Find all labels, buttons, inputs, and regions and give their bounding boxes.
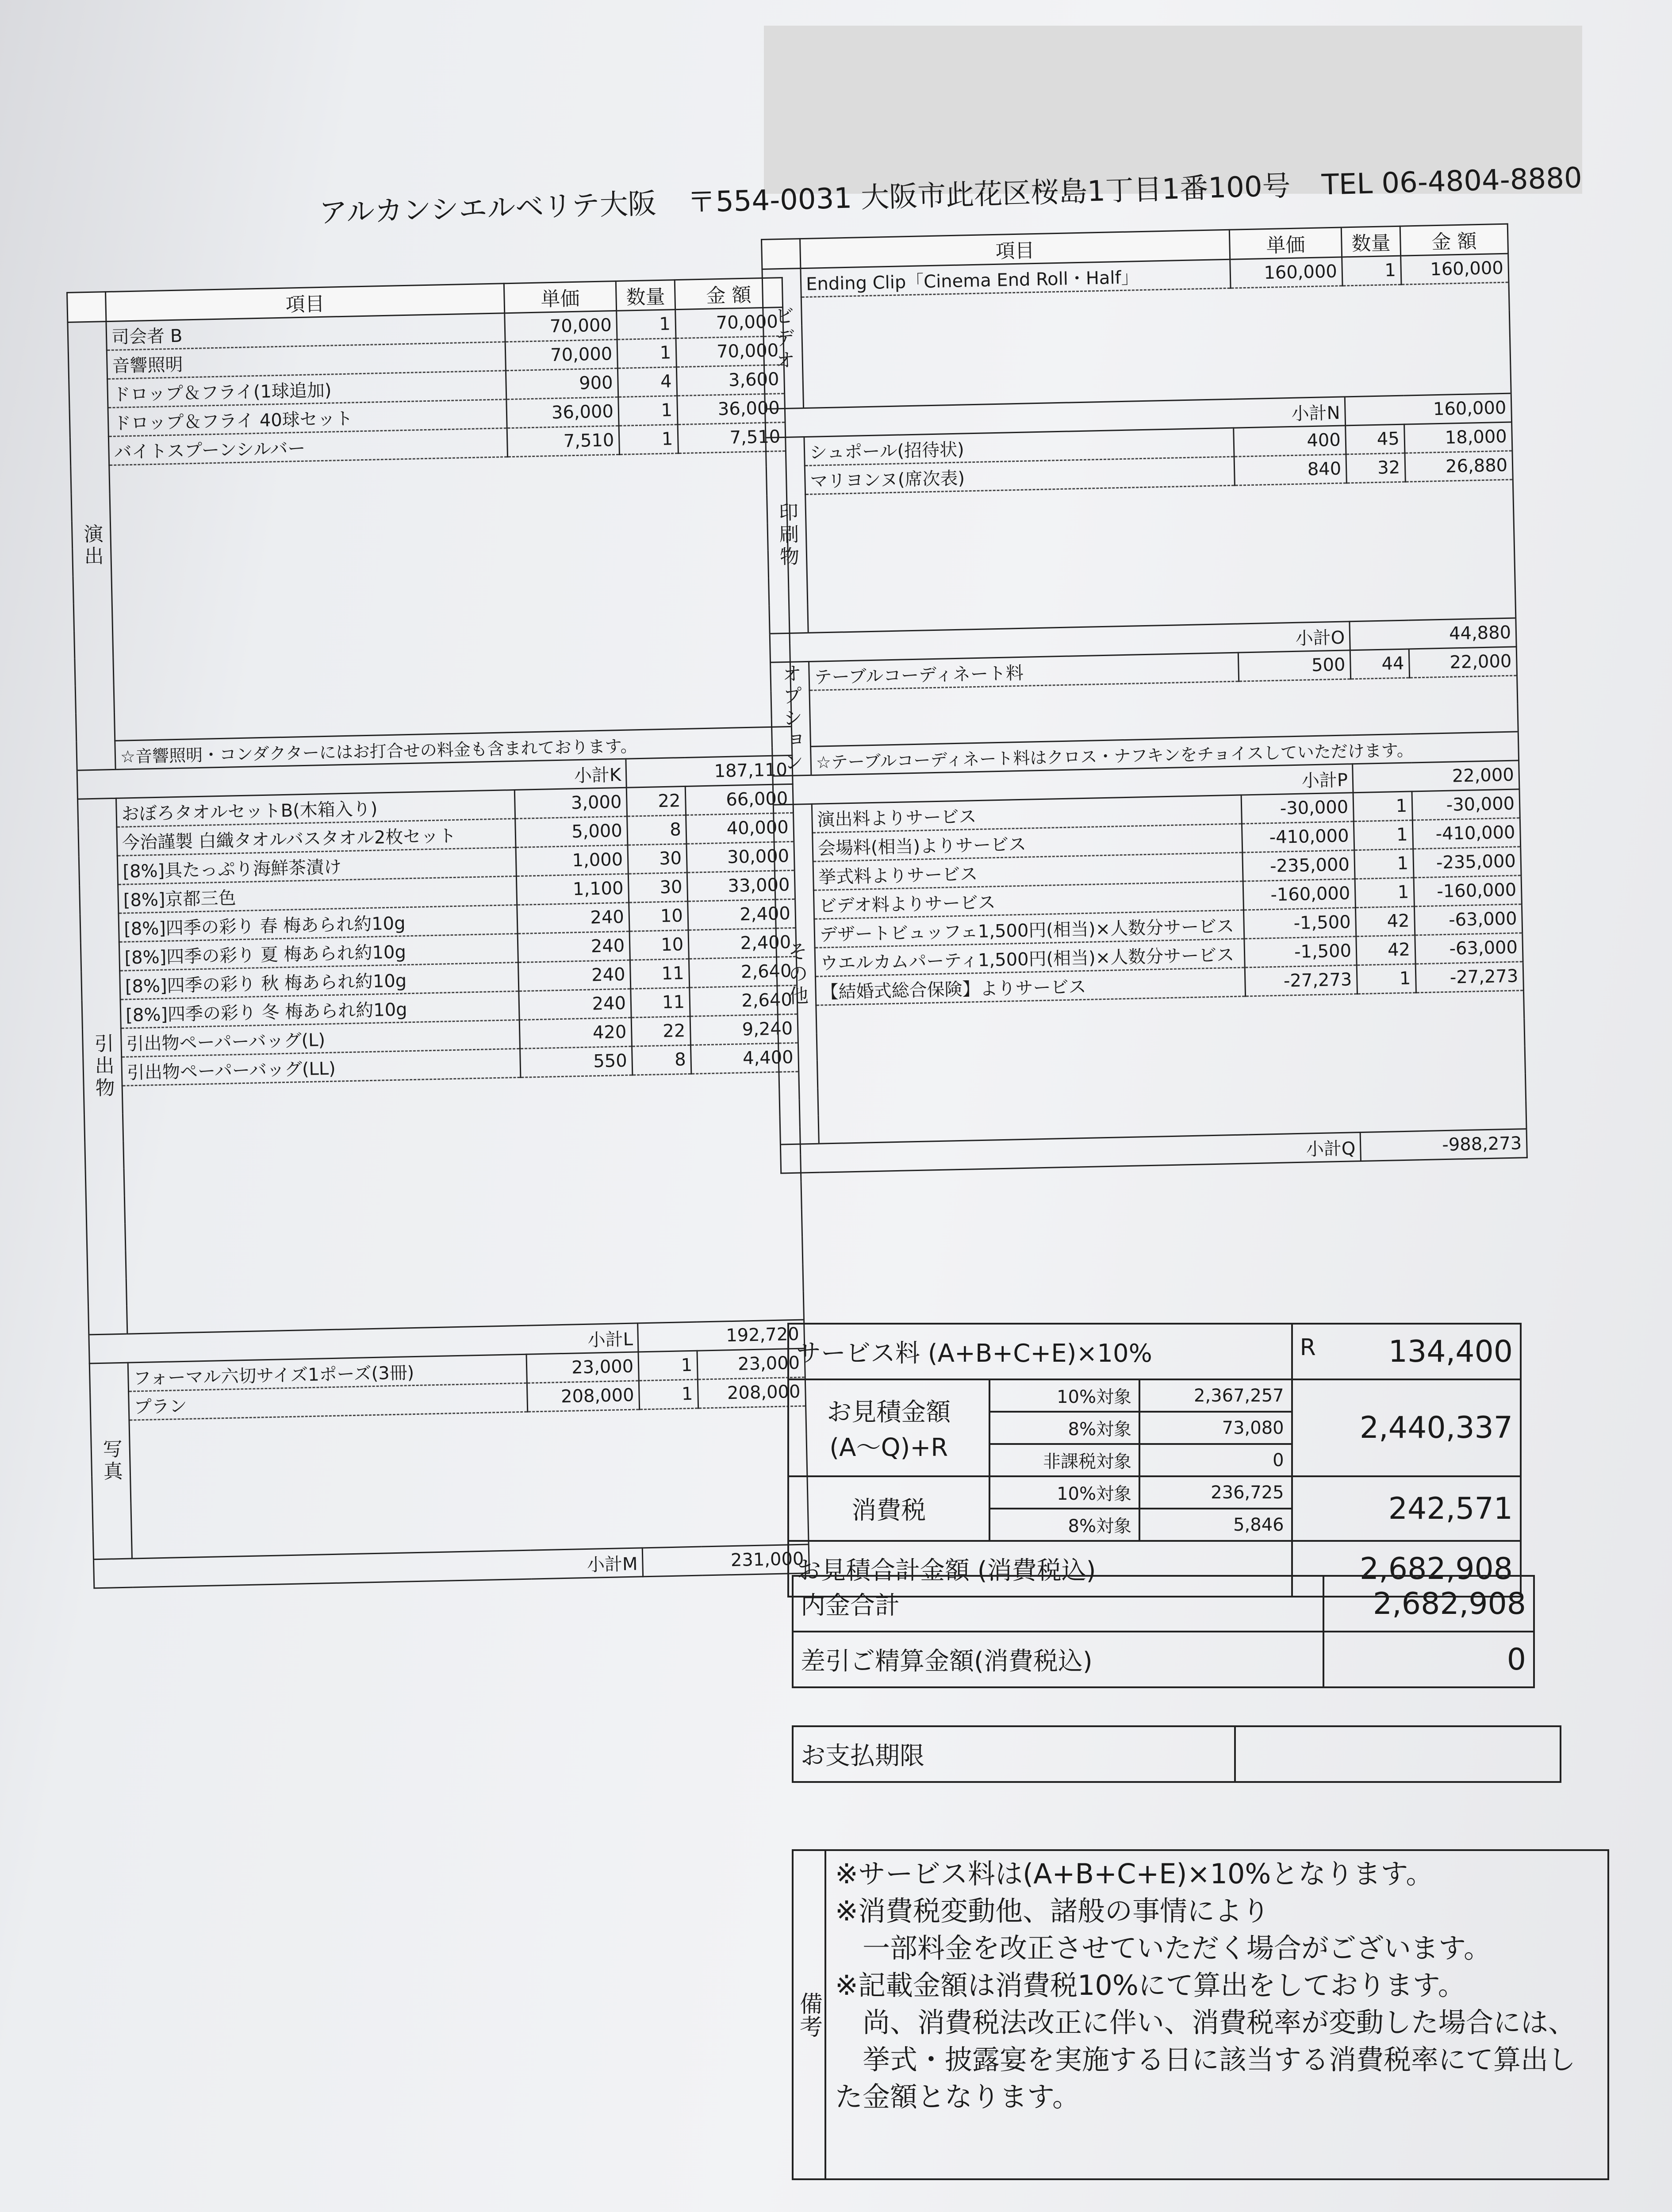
balance-label: 差引ご精算金額(消費税込) [793, 1632, 1323, 1687]
nontax-label: 非課税対象 [989, 1444, 1139, 1476]
grand-total-value: 2,682,908 [1292, 1541, 1521, 1597]
section-label: 演出 [68, 322, 115, 771]
item-cell: 音響照明 [107, 342, 506, 379]
section-col-header [762, 239, 801, 269]
subtotal-value: 44,880 [1350, 618, 1516, 650]
qty-cell: 10 [629, 930, 689, 960]
subtotal-value: 187,110 [626, 755, 793, 787]
qty-cell: 30 [628, 872, 687, 902]
unit-price-cell: 240 [518, 960, 630, 991]
subtotal-label: 小計K [77, 759, 626, 799]
remarks-label: 備考 [794, 1851, 826, 2178]
unit-price-cell: 160,000 [1230, 257, 1342, 288]
remark-line: 挙式・披露宴を実施する日に該当する消費税率にて算出した金額となります。 [835, 2043, 1576, 2113]
subtotal-label: 小計O [770, 622, 1350, 662]
remark-line: ※記載金額は消費税10%にて算出をしております。 [835, 1969, 1465, 2001]
item-cell: テーブルコーディネート料 [809, 653, 1239, 690]
unit-price-cell: 70,000 [505, 311, 617, 342]
item-cell: バイトスプーンシルバー [108, 428, 507, 465]
qty-cell: 1 [617, 310, 676, 340]
item-cell: 引出物ペーパーバッグ(L) [121, 1020, 520, 1057]
venue-address: 〒554-0031 大阪市此花区桜島1丁目1番100号 [687, 169, 1291, 219]
amount-cell: 2,400 [688, 899, 796, 930]
item-cell: 【結婚式総合保険】よりサービス [815, 968, 1245, 1005]
amount-cell: -235,000 [1413, 847, 1521, 878]
payment-table [792, 1575, 1535, 1688]
due-label: お支払期限 [793, 1726, 1235, 1782]
qty-col-header: 数量 [1341, 226, 1400, 257]
item-cell: デザートビュッフェ1,500円(相当)×人数分サービス [814, 910, 1244, 948]
taxable8-label: 8%対象 [989, 1412, 1139, 1444]
summary-table [787, 1323, 1522, 1598]
estimate-label [788, 1379, 989, 1476]
qty-cell: 8 [627, 815, 686, 845]
item-cell: Ending Clip「Cinema End Roll・Half」 [801, 259, 1231, 297]
item-cell: [8%]四季の彩り 秋 梅あられ約10g [120, 962, 519, 999]
amount-cell: -30,000 [1412, 789, 1520, 820]
amount-cell: 36,000 [677, 394, 785, 425]
due-value [1235, 1726, 1561, 1782]
amount-cell: 2,640 [690, 985, 798, 1016]
amount-col-header: 金 額 [1400, 224, 1508, 256]
right-estimate-table [761, 223, 1528, 1174]
item-cell: おぼろタオルセットB(木箱入り) [116, 790, 515, 827]
tax-total: 242,571 [1292, 1476, 1521, 1541]
qty-cell: 1 [1353, 791, 1412, 822]
unit-price-cell: 900 [506, 368, 618, 399]
item-cell: マリヨンヌ(席次表) [805, 457, 1235, 494]
service-fee-amount: 134,400 [1388, 1334, 1513, 1369]
item-cell: シュポール(招待状) [804, 428, 1234, 465]
amount-cell: 3,600 [676, 365, 784, 396]
unit-price-cell: 240 [519, 989, 631, 1020]
subtotal-value: 192,720 [638, 1320, 805, 1352]
venue-tel: TEL 06-4804-8880 [1321, 161, 1583, 202]
amount-cell: 33,000 [687, 870, 795, 901]
left-estimate-table [66, 277, 810, 1589]
nontax-value: 0 [1139, 1444, 1292, 1476]
qty-cell: 1 [639, 1379, 698, 1409]
item-cell: [8%]四季の彩り 春 梅あられ約10g [119, 905, 518, 942]
qty-cell: 45 [1346, 424, 1405, 454]
amount-cell: -27,273 [1415, 962, 1523, 993]
amount-cell: -160,000 [1414, 876, 1522, 906]
tax8-label: 8%対象 [989, 1509, 1139, 1541]
unit-price-cell: 3,000 [514, 787, 627, 818]
qty-cell: 42 [1356, 935, 1415, 965]
grand-total-label: お見積合計金額 (消費税込) [788, 1541, 1292, 1597]
qty-cell: 22 [631, 1016, 690, 1046]
qty-cell: 30 [628, 844, 687, 874]
deposit-value: 2,682,908 [1323, 1576, 1534, 1632]
unit-price-cell: 550 [520, 1046, 633, 1077]
tax-label: 消費税 [788, 1476, 989, 1541]
section-label: 印刷物 [766, 437, 808, 634]
service-fee-r: R [1300, 1334, 1316, 1361]
amount-cell: 26,880 [1405, 451, 1513, 482]
unit-price-cell: 7,510 [507, 426, 619, 457]
amount-cell: 9,240 [690, 1014, 798, 1045]
section-label: 写真 [89, 1363, 132, 1559]
subtotal-label: 小計P [773, 764, 1353, 805]
qty-cell: 1 [619, 425, 678, 455]
item-cell: ドロップ＆フライ 40球セット [108, 399, 507, 437]
unit-price-cell: -30,000 [1241, 793, 1354, 824]
qty-cell: 10 [629, 901, 688, 931]
unit-price-cell: 400 [1234, 426, 1346, 457]
amount-cell: 208,000 [698, 1377, 805, 1408]
qty-cell: 11 [630, 959, 689, 989]
qty-cell: 44 [1350, 649, 1409, 679]
amount-col-header: 金 額 [675, 278, 782, 310]
item-cell: ビデオ料よりサービス [813, 881, 1243, 919]
tax10-value: 236,725 [1139, 1476, 1292, 1509]
item-cell: 司会者 B [106, 313, 505, 350]
amount-cell: 23,000 [697, 1348, 805, 1379]
amount-cell: 18,000 [1404, 422, 1512, 453]
unit-price-cell: -410,000 [1242, 822, 1354, 853]
remark-line: 尚、消費税法改正に伴い、消費税率が変動した場合には、 [835, 2006, 1576, 2039]
amount-cell: -63,000 [1414, 904, 1522, 935]
amount-cell: 70,000 [676, 336, 784, 367]
subtotal-value: 22,000 [1353, 760, 1519, 793]
qty-cell: 22 [626, 786, 686, 816]
tax10-label: 10%対象 [989, 1476, 1139, 1509]
subtotal-value: 231,000 [642, 1544, 809, 1577]
tax8-value: 5,846 [1139, 1509, 1292, 1541]
section-label: 引出物 [78, 798, 127, 1335]
amount-cell: 30,000 [686, 841, 794, 872]
service-fee-value [1292, 1324, 1521, 1379]
item-cell: ドロップ＆フライ(1球追加) [107, 371, 506, 408]
section-label: オプション [771, 661, 811, 776]
amount-cell: 4,400 [690, 1043, 798, 1074]
unit-price-cell: 70,000 [505, 339, 617, 370]
item-cell: [8%]四季の彩り 夏 梅あられ約10g [119, 933, 518, 971]
item-cell: 今治謹製 白織タオルバスタオル2枚セット [117, 819, 516, 856]
venue-name: アルカンシエルベリテ大阪 [318, 187, 657, 230]
amount-cell: 70,000 [675, 307, 783, 338]
deposit-label: 内金合計 [793, 1576, 1323, 1632]
item-cell: [8%]具たっぷり海鮮茶漬け [117, 847, 516, 884]
item-cell: プラン [129, 1383, 528, 1420]
unit-price-col-header: 単価 [504, 281, 616, 313]
estimate-total: 2,440,337 [1292, 1379, 1521, 1476]
qty-cell: 42 [1355, 906, 1415, 937]
subtotal-value: 160,000 [1345, 393, 1511, 426]
section-note: ☆テーブルコーディネート料はクロス・ナフキンをチョイスしていただけます。 [811, 732, 1519, 775]
item-cell: 挙式料よりサービス [813, 853, 1243, 890]
unit-price-cell: 240 [517, 902, 629, 933]
amount-cell: 160,000 [1401, 253, 1509, 284]
estimate-label-line2: (A〜Q)+R [829, 1433, 948, 1462]
section-label: ビデオ [762, 269, 804, 409]
unit-price-cell: -160,000 [1243, 879, 1355, 910]
subtotal-label: 小計Q [780, 1133, 1361, 1173]
item-cell: [8%]四季の彩り 冬 梅あられ約10g [120, 991, 519, 1028]
qty-cell: 1 [1357, 964, 1416, 994]
unit-price-cell: -1,500 [1244, 937, 1357, 968]
unit-price-cell: 1,100 [516, 874, 629, 905]
qty-cell: 1 [1354, 820, 1413, 850]
item-cell: ウエルカムパーティ1,500円(相当)×人数分サービス [815, 939, 1245, 976]
item-cell: [8%]京都三色 [118, 876, 517, 913]
amount-cell: -63,000 [1415, 933, 1523, 964]
due-table [792, 1725, 1561, 1783]
subtotal-label: 小計L [89, 1323, 638, 1363]
qty-cell: 4 [617, 367, 677, 397]
qty-cell: 1 [1354, 849, 1414, 879]
qty-cell: 8 [632, 1045, 691, 1075]
remarks-body [826, 1851, 1607, 2178]
unit-price-cell: 840 [1234, 454, 1346, 485]
unit-price-col-header: 単価 [1229, 227, 1342, 259]
balance-value: 0 [1323, 1632, 1534, 1687]
qty-cell: 11 [631, 987, 690, 1018]
qty-cell: 1 [617, 338, 676, 369]
unit-price-cell: 5,000 [515, 816, 628, 847]
taxable10-value: 2,367,257 [1139, 1379, 1292, 1412]
unit-price-cell: 1,000 [516, 845, 628, 876]
remark-line: ※サービス料は(A+B+C+E)×10%となります。 [835, 1858, 1434, 1890]
item-cell: 演出料よりサービス [812, 795, 1242, 833]
unit-price-cell: 36,000 [506, 397, 619, 428]
amount-cell: 40,000 [686, 813, 794, 844]
amount-cell: 66,000 [685, 784, 793, 815]
amount-cell: 22,000 [1409, 647, 1517, 678]
taxable8-value: 73,080 [1139, 1412, 1292, 1444]
item-col-header: 項目 [106, 284, 505, 322]
item-col-header: 項目 [800, 230, 1230, 268]
unit-price-cell: -1,500 [1244, 908, 1356, 939]
remark-line: 一部料金を改正させていただく場合がございます。 [835, 1932, 1492, 1964]
unit-price-cell: -27,273 [1245, 965, 1357, 996]
taxable10-label: 10%対象 [989, 1379, 1139, 1412]
unit-price-cell: 420 [519, 1018, 632, 1048]
subtotal-label: 小計M [94, 1548, 643, 1588]
subtotal-label: 小計N [765, 397, 1346, 438]
section-note: ☆音響照明・コンダクターにはお打合せの料金も含まれております。 [115, 726, 792, 769]
qty-cell: 1 [1342, 256, 1401, 286]
section-label: その他 [773, 804, 819, 1144]
remarks-box [792, 1849, 1609, 2180]
service-fee-label: サービス料 (A+B+C+E)×10% [788, 1324, 1292, 1379]
qty-cell: 32 [1346, 453, 1405, 483]
estimate-label-line1: お見積金額 [827, 1398, 951, 1427]
item-cell: 引出物ペーパーバッグ(LL) [122, 1048, 521, 1086]
amount-cell: 2,400 [688, 928, 796, 959]
item-cell: 会場料(相当)よりサービス [813, 824, 1242, 861]
qty-cell: 1 [618, 396, 678, 426]
section-col-header [67, 292, 106, 323]
amount-cell: -410,000 [1412, 818, 1520, 849]
remark-line: ※消費税変動他、諸般の事情により [835, 1895, 1269, 1927]
unit-price-cell: -235,000 [1242, 850, 1355, 881]
unit-price-cell: 240 [518, 931, 630, 962]
qty-col-header: 数量 [616, 280, 675, 311]
unit-price-cell: 23,000 [526, 1352, 639, 1383]
unit-price-cell: 208,000 [527, 1381, 639, 1412]
amount-cell: 7,510 [678, 422, 786, 453]
qty-cell: 1 [1355, 878, 1414, 908]
qty-cell: 1 [638, 1351, 698, 1381]
item-cell: フォーマル六切サイズ1ポーズ(3冊) [128, 1354, 527, 1391]
amount-cell: 2,640 [689, 956, 797, 987]
unit-price-cell: 500 [1238, 650, 1350, 681]
subtotal-value: -988,273 [1360, 1129, 1527, 1161]
